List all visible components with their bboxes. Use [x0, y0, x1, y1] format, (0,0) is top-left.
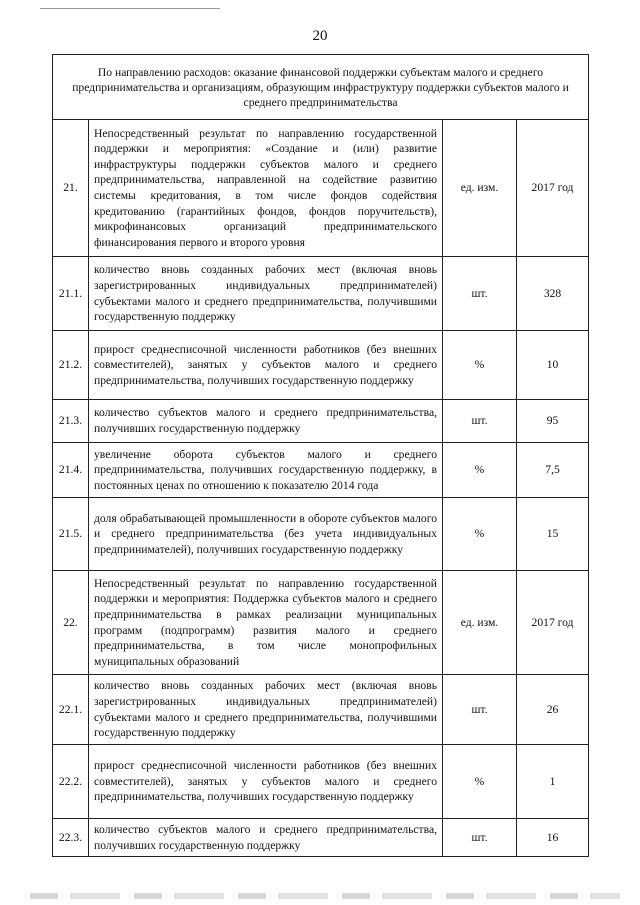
row-value: 16: [517, 819, 589, 857]
row-number: 22.3.: [53, 819, 89, 857]
table-row-21-5: [53, 498, 589, 571]
row-value: 2017 год: [517, 120, 589, 257]
row-unit: %: [443, 443, 517, 498]
row-number: 21.4.: [53, 443, 89, 498]
row-value: 328: [517, 257, 589, 331]
row-number: 21.: [53, 120, 89, 257]
row-unit: шт.: [443, 819, 517, 857]
row-value: 7,5: [517, 443, 589, 498]
scan-top-rule: [40, 8, 220, 9]
row-value: 1: [517, 745, 589, 819]
row-value: 10: [517, 331, 589, 400]
table-row-22-1: [53, 675, 589, 745]
table-header-row: [53, 55, 589, 120]
row-description: количество субъектов малого и среднего предпринимательства, получивших государственную поддержку: [89, 400, 443, 443]
row-number: 22.: [53, 571, 89, 675]
row-unit: %: [443, 498, 517, 571]
indicators-table: [52, 54, 589, 857]
row-unit: %: [443, 331, 517, 400]
row-description: прирост среднесписочной численности работников (без внешних совместителей), занятых у субъектов малого и среднего предпринимательства, получивших государственную поддержку: [89, 331, 443, 400]
table-row-21: [53, 120, 589, 257]
row-description: Непосредственный результат по направлению государственной поддержки и мероприятия: «Создание и (или) развитие инфраструктуры поддержки субъектов малого и среднего предпринимательства, направленной на содействие развитию системы кредитования, в том числе фондов содействия кредитованию (гарантийных фондов, фондов поручительств), микрофинансовых организаций предпринимательского финансирования первого и второго уровня: [89, 120, 443, 257]
row-unit: ед. изм.: [443, 571, 517, 675]
row-description: доля обрабатывающей промышленности в обороте субъектов малого и среднего предпринимательства (без учета индивидуальных предпринимателей), получивших государственную поддержку: [89, 498, 443, 571]
table-row-22-2: [53, 745, 589, 819]
row-description: количество субъектов малого и среднего предпринимательства, получивших государственную поддержку: [89, 819, 443, 857]
row-number: 22.2.: [53, 745, 89, 819]
row-number: 21.2.: [53, 331, 89, 400]
table-row-21-1: [53, 257, 589, 331]
scan-edge-noise: [30, 893, 620, 899]
row-unit: шт.: [443, 257, 517, 331]
row-description: прирост среднесписочной численности работников (без внешних совместителей), занятых у субъектов малого и среднего предпринимательства, получивших государственную поддержку: [89, 745, 443, 819]
row-value: 95: [517, 400, 589, 443]
page-number: 20: [312, 28, 328, 44]
row-number: 21.1.: [53, 257, 89, 331]
row-unit: шт.: [443, 675, 517, 745]
row-number: 22.1.: [53, 675, 89, 745]
table-row-21-2: [53, 331, 589, 400]
row-description: увеличение оборота субъектов малого и среднего предпринимательства, получивших государственную поддержку, в постоянных ценах по отношению к показателю 2014 года: [89, 443, 443, 498]
row-description: Непосредственный результат по направлению государственной поддержки и мероприятия: Поддержка субъектов малого и среднего предпринимательства в рамках реализации муниципальных программ (подпрограмм) развития малого и среднего предпринимательства, в том числе монопрофильных муниципальных образований: [89, 571, 443, 675]
row-unit: ед. изм.: [443, 120, 517, 257]
row-description: количество вновь созданных рабочих мест (включая вновь зарегистрированных индивидуальных предпринимателей) субъектами малого и среднего предпринимательства, получившими государственную поддержку: [89, 675, 443, 745]
table-row-21-3: [53, 400, 589, 443]
row-unit: шт.: [443, 400, 517, 443]
row-value: 2017 год: [517, 571, 589, 675]
table-row-22: [53, 571, 589, 675]
row-number: 21.5.: [53, 498, 89, 571]
row-value: 26: [517, 675, 589, 745]
table-row-21-4: [53, 443, 589, 498]
table-header: По направлению расходов: оказание финансовой поддержки субъектам малого и среднего предпринимательства и организациям, образующим инфраструктуру поддержки субъектов малого и среднего предпринимательства: [53, 55, 589, 120]
row-value: 15: [517, 498, 589, 571]
row-description: количество вновь созданных рабочих мест (включая вновь зарегистрированных индивидуальных предпринимателей) субъектами малого и среднего предпринимательства, получившими государственную поддержку: [89, 257, 443, 331]
row-unit: %: [443, 745, 517, 819]
table-row-22-3: [53, 819, 589, 857]
row-number: 21.3.: [53, 400, 89, 443]
